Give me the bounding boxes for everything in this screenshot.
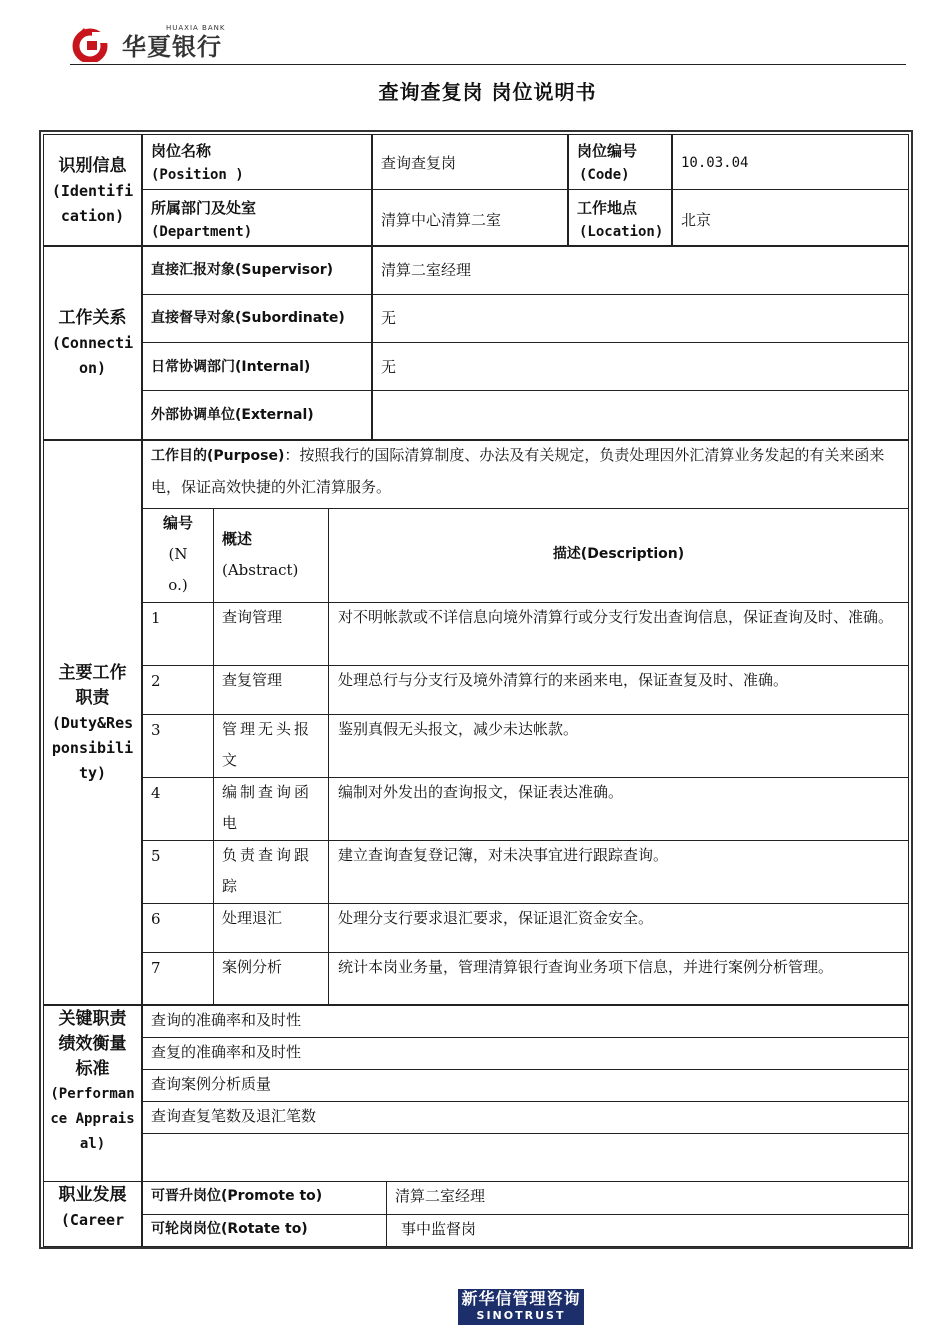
duty-header-description: 描述(Description) bbox=[552, 546, 685, 562]
footer-logo-cn: 新华信管理咨询 bbox=[461, 1289, 581, 1308]
external-label: 外部协调单位(External) bbox=[151, 407, 314, 423]
code-value: 10.03.04 bbox=[681, 155, 749, 171]
position-value: 查询查复岗 bbox=[381, 154, 457, 172]
duty-section-title: 主要工作职责 (Duty&Responsibility) bbox=[51, 663, 134, 782]
performance-item-3: 查询案例分析质量 bbox=[151, 1075, 272, 1093]
promote-label: 可晋升岗位(Promote to) bbox=[151, 1188, 323, 1204]
duty-row-2-description: 处理总行与分支行及境外清算行的来函来电，保证查复及时、准确。 bbox=[338, 671, 789, 689]
header-divider bbox=[70, 64, 906, 65]
position-label-en: (Position ) bbox=[151, 167, 244, 183]
department-label-en: (Department) bbox=[151, 224, 253, 240]
duty-header-no: 编号 (No.) bbox=[162, 514, 193, 594]
duty-row-7-description: 统计本岗业务量，管理清算银行查询业务项下信息，并进行案例分析管理。 bbox=[338, 958, 834, 976]
footer-logo-en: SINOTRUST bbox=[476, 1309, 566, 1322]
rotate-label: 可轮岗岗位(Rotate to) bbox=[151, 1221, 308, 1237]
duty-row-5-abstract: 负责查询跟踪 bbox=[222, 846, 313, 895]
supervisor-label: 直接汇报对象(Supervisor) bbox=[151, 262, 334, 278]
duty-row-3-no: 3 bbox=[151, 721, 161, 739]
duty-row-4-description: 编制对外发出的查询报文，保证表达准确。 bbox=[338, 783, 624, 801]
location-label-cn: 工作地点 bbox=[577, 199, 638, 217]
subordinate-label: 直接督导对象(Subordinate) bbox=[151, 310, 345, 326]
duty-row-1-description: 对不明帐款或不详信息向境外清算行或分支行发出查询信息，保证查询及时、准确。 bbox=[338, 608, 894, 626]
duty-row-5-no: 5 bbox=[151, 847, 161, 865]
performance-item-4: 查询查复笔数及退汇笔数 bbox=[151, 1107, 317, 1125]
performance-item-2: 查复的准确率和及时性 bbox=[151, 1043, 302, 1061]
external-value-cell bbox=[372, 390, 909, 440]
duty-row-1-no: 1 bbox=[151, 609, 161, 627]
duty-row-4-abstract: 编制查询函电 bbox=[222, 783, 313, 832]
subordinate-value: 无 bbox=[381, 309, 397, 327]
department-value: 清算中心清算二室 bbox=[381, 211, 502, 229]
duty-header-abstract-en: (Abstract) bbox=[222, 561, 299, 579]
location-value: 北京 bbox=[681, 211, 712, 229]
duty-header-abstract-cn: 概述 bbox=[222, 530, 253, 548]
duty-row-6-no: 6 bbox=[151, 910, 161, 928]
duty-row-7-no: 7 bbox=[151, 959, 161, 977]
department-label-cn: 所属部门及处室 bbox=[151, 199, 257, 217]
duty-header-abstract-cell bbox=[213, 508, 329, 603]
supervisor-value: 清算二室经理 bbox=[381, 261, 472, 279]
performance-item-1: 查询的准确率和及时性 bbox=[151, 1011, 302, 1029]
promote-value: 清算二室经理 bbox=[395, 1187, 486, 1205]
purpose-description: ：按照我行的国际清算制度、办法及有关规定，负责处理因外汇清算业务发起的有关来函来电，保证高效快捷的外汇清算服务。 bbox=[151, 446, 885, 496]
subordinate-value-cell bbox=[372, 294, 909, 343]
purpose-label: 工作目的(Purpose) bbox=[151, 448, 285, 464]
location-label-en: (Location) bbox=[579, 224, 664, 240]
career-section-title: 职业发展 (Career bbox=[58, 1185, 127, 1229]
document-title: 查询查复岗 岗位说明书 bbox=[378, 80, 597, 104]
performance-row-5-cell bbox=[142, 1133, 909, 1182]
identification-section-title: 识别信息 (Identification) bbox=[51, 156, 134, 225]
purpose-text bbox=[151, 440, 903, 503]
duty-row-5-description: 建立查询查复登记簿，对未决事宜进行跟踪查询。 bbox=[338, 846, 669, 864]
duty-row-2-abstract: 查复管理 bbox=[222, 671, 283, 689]
code-label-en: (Code) bbox=[579, 167, 630, 183]
sinotrust-logo bbox=[458, 1289, 584, 1325]
connection-section-title: 工作关系 (Connection) bbox=[51, 308, 134, 377]
duty-row-2-no: 2 bbox=[151, 672, 161, 690]
internal-label: 日常协调部门(Internal) bbox=[151, 359, 311, 375]
duty-row-3-abstract: 管理无头报文 bbox=[222, 720, 313, 769]
duty-row-4-no: 4 bbox=[151, 784, 161, 802]
duty-row-7-abstract: 案例分析 bbox=[222, 958, 283, 976]
rotate-value: 事中监督岗 bbox=[401, 1220, 477, 1238]
code-label-cn: 岗位编号 bbox=[577, 142, 638, 160]
huaxia-bank-logo-icon bbox=[70, 26, 110, 62]
performance-section-title: 关键职责绩效衡量标准 (Performance Appraisal) bbox=[50, 1009, 135, 1152]
bank-name-cn: 华夏银行 bbox=[122, 33, 222, 61]
duty-row-6-abstract: 处理退汇 bbox=[222, 909, 283, 927]
duty-row-3-description: 鉴别真假无头报文，减少未达帐款。 bbox=[338, 720, 579, 738]
duty-row-1-abstract: 查询管理 bbox=[222, 608, 283, 626]
bank-name-en: HUAXIA BANK bbox=[166, 24, 226, 32]
duty-row-6-description: 处理分支行要求退汇要求，保证退汇资金安全。 bbox=[338, 909, 654, 927]
internal-value-cell bbox=[372, 342, 909, 391]
position-label-cn: 岗位名称 bbox=[151, 142, 212, 160]
internal-value: 无 bbox=[381, 358, 397, 376]
